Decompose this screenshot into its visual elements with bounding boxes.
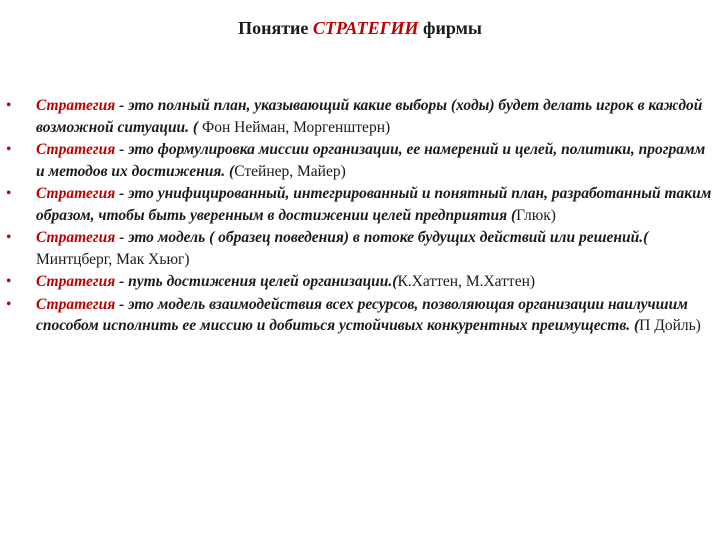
definition: - это модель ( образец поведения) в потоке будущих действий или решений.( [115, 229, 649, 246]
bullet-icon: • [6, 273, 12, 290]
author: Стейнер, Майер) [234, 162, 346, 180]
author: К.Хаттен, М.Хаттен) [397, 273, 536, 290]
term: Стратегия [36, 295, 116, 313]
definition-list [6, 95, 716, 338]
bullet-icon: • [6, 141, 12, 158]
definition: - путь достижения целей организации.( [115, 273, 398, 290]
list-item [6, 183, 716, 226]
author: Глюк) [516, 206, 556, 224]
title-prefix: Понятие [238, 18, 313, 38]
page-title [0, 18, 720, 39]
bullet-icon: • [6, 97, 12, 114]
list-item [6, 271, 716, 293]
term: Стратегия [36, 141, 116, 158]
term: Стратегия [36, 229, 116, 246]
title-suffix: фирмы [418, 18, 482, 38]
author: Фон Нейман, Моргенштерн) [201, 118, 391, 136]
author: Минтцберг, Мак Хьюг) [36, 250, 190, 268]
title-accent: СТРАТЕГИИ [312, 18, 419, 38]
definition: - это формулировка миссии организации, ее намерений и целей, политики, программ и методов их достижения. ( [36, 141, 706, 180]
definition: - это полный план, указывающий какие выборы (ходы) будет делать игрок в каждой возможной ситуации. ( [36, 97, 703, 136]
list-item [6, 294, 716, 337]
bullet-icon: • [6, 185, 12, 202]
author: П Дойль) [639, 317, 701, 334]
list-item [6, 139, 716, 182]
term: Стратегия [36, 273, 116, 290]
term: Стратегия [36, 97, 116, 114]
bullet-icon: • [6, 229, 12, 246]
list-item [6, 95, 716, 138]
list-item [6, 227, 716, 270]
definition: - это унифицированный, интегрированный и понятный план, разработанный таким образом, чтобы быть уверенным в достижении целей предприятия ( [36, 185, 712, 224]
definition: - это модель взаимодействия всех ресурсов, позволяющая организации наилучшим способом исполнить ее миссию и добиться устойчивых конкурентных преимуществ. ( [36, 295, 688, 334]
term: Стратегия [36, 185, 116, 202]
bullet-icon: • [6, 295, 12, 313]
